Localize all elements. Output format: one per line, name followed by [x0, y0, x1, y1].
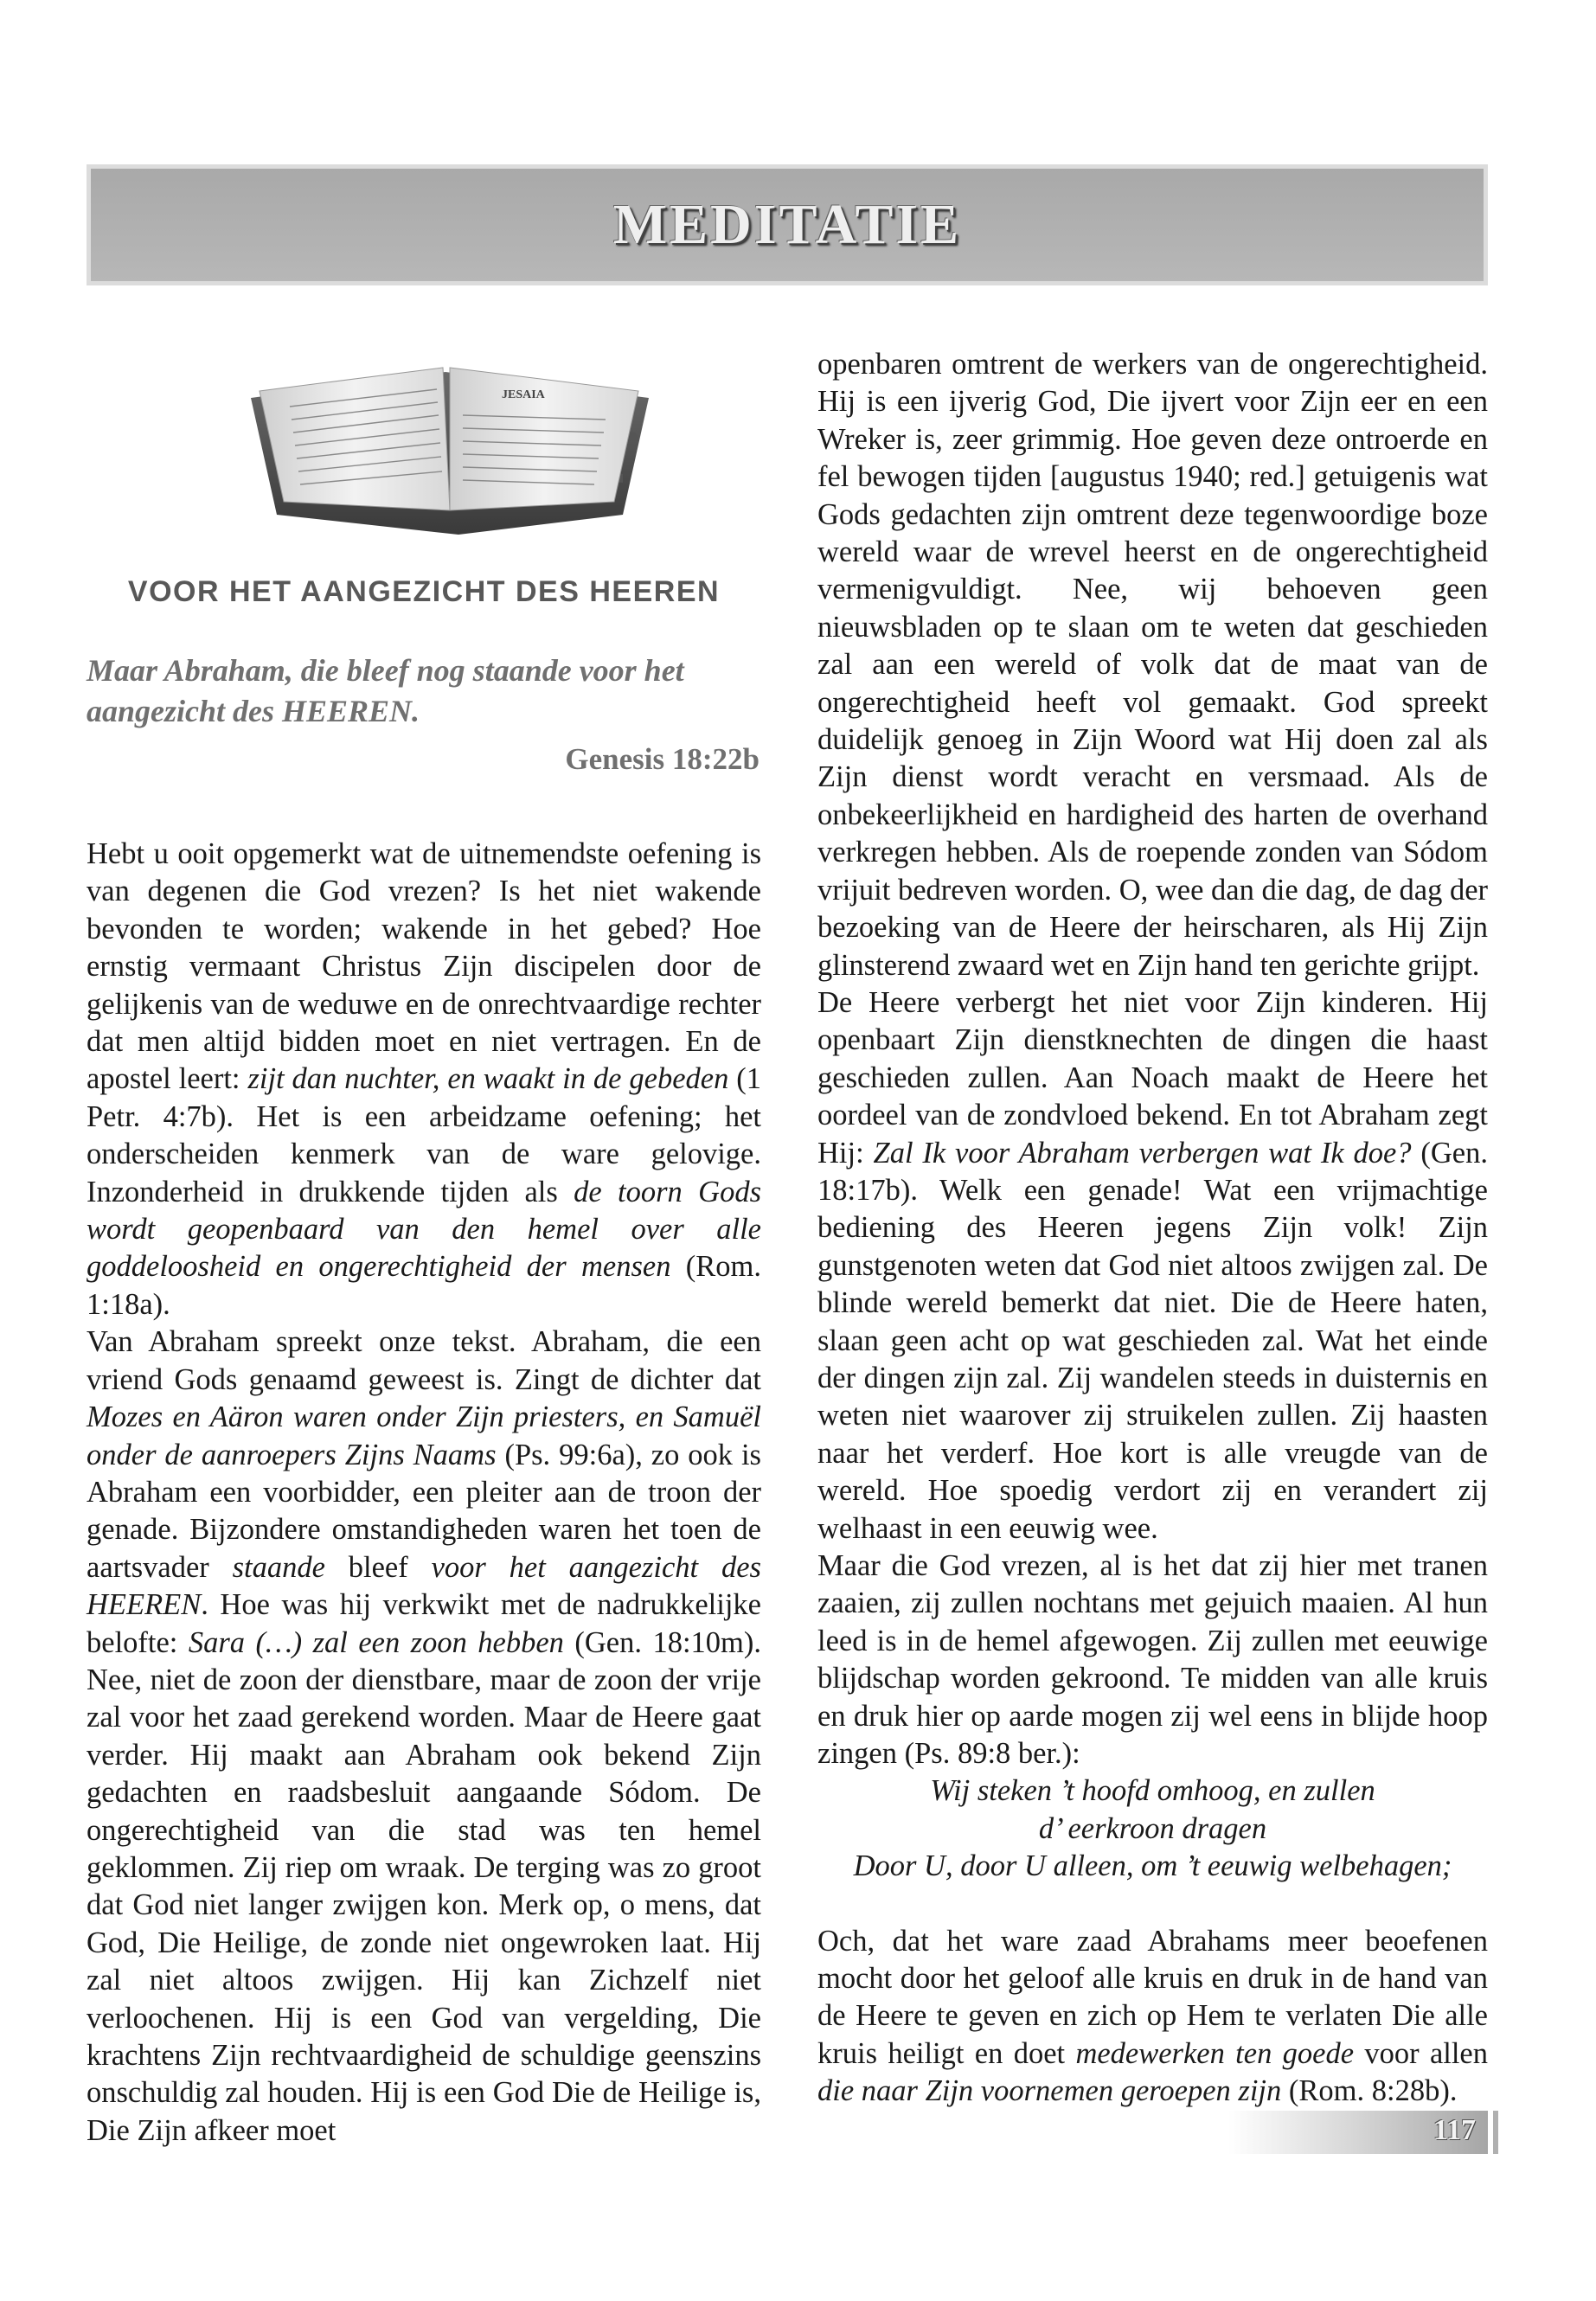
- page-number: 117: [1433, 2114, 1476, 2146]
- italic-quote: Mozes en Aäron waren onder Zijn priesters, en Samuël onder de aanroepers Zijns Naams: [87, 1400, 761, 1471]
- text-run: Och, dat het ware zaad Abrahams meer beoefenen mocht door het geloof alle kruis en druk in de hand van de Heere te geven en zich op Hem te verlaten Die alle kruis heiligt en doet: [817, 1924, 1488, 2070]
- bible-page-heading: JESAIA: [502, 388, 545, 401]
- italic-quote: die naar Zijn voornemen geroepen zijn: [817, 2074, 1282, 2108]
- text-run: De Heere verbergt het niet voor Zijn kinderen. Hij openbaart Zijn dienstknechten de dingen die haast geschieden zullen. Aan Noach maakt de Heere het oordeel van de zondvloed bekend. En tot Abraham zegt Hij:: [817, 985, 1488, 1170]
- italic-quote: Zal Ik voor Abraham verbergen wat Ik doe?: [873, 1136, 1412, 1170]
- text-run: (Ps. 99:6a), zo ook is Abraham een voorbidder, een pleiter aan de troon der genade. Bijzondere omstandigheden waren het toen de aartsvader: [87, 1438, 761, 1584]
- left-column: [87, 836, 761, 2150]
- italic-quote: de toorn Gods wordt geopenbaard van den hemel over alle goddeloosheid en ongerechtigheid der mensen: [87, 1175, 761, 1284]
- text-run: . Hoe was hij verkwikt met de nadrukkelijke belofte:: [87, 1588, 761, 1659]
- italic-quote: zijt dan nuchter, en waakt in de gebeden: [247, 1062, 729, 1096]
- text-run: (Rom. 8:28b).: [1281, 2074, 1458, 2108]
- paragraph: [87, 1324, 761, 2150]
- closing-paragraph: [817, 1923, 1488, 2111]
- article-heading: VOOR HET AANGEZICHT DES HEEREN: [127, 575, 721, 608]
- motto-reference: Genesis 18:22b: [565, 742, 760, 776]
- text-run: (Gen. 18:17b). Welk een genade! Wat een vrijmachtige bediening des Heeren jegens Zijn volk! Zijn gunstgenoten weten dat God niet altoos zwijgen zal. De blinde wereld bemerkt dat niet. Die de Heere haten, slaan geen acht op wat geschieden zal. Wat het einde der dingen zijn zal. Zij wandelen steeds in duisternis en weten niet waarover zij struikelen zullen. Zij haasten naar het verderf. Hoe kort is alle vreugde van de wereld. Hoe spoedig verdort zij en verandert zij welhaast in een eeuwig wee.: [817, 1136, 1488, 1545]
- text-run: (Gen. 18:10m). Nee, niet de zoon der dienstbare, maar de zoon der vrije zal voor het zaad gerekend worden. Maar de Heere gaat verder. Hij maakt aan Abraham ook bekend Zijn gedachten en raadsbesluit aangaande Sódom. De ongerechtigheid van die stad was ten hemel geklommen. Zij riep om wraak. De terging was zo groot dat God niet langer zwijgen kon. Merk op, o mens, dat God, Die Heilige, de zonde niet ongewroken laat. Hij zal niet altoos zwijgen. Hij kan Zichzelf niet verloochenen. Hij is een God van vergelding, Die krachtens Zijn rechtvaardigheid de schuldige geenszins onschuldig zal houden. Hij is een God Die de Heilige is, Die Zijn afkeer moet: [87, 1625, 761, 2147]
- section-banner: [87, 164, 1488, 285]
- verse-line: d’ eerkroon dragen: [1038, 1811, 1267, 1845]
- text-run: (1 Petr. 4:7b). Het is een arbeidzame oefening; het onderscheiden kenmerk van de ware gelovige. Inzonderheid in drukkende tijden als: [87, 1062, 761, 1208]
- verse-line: Wij steken ’t hoofd omhoog, en zullen: [930, 1774, 1375, 1808]
- italic-quote: staande: [232, 1550, 325, 1584]
- motto-text: Maar Abraham, die bleef nog staande voor het aangezicht des HEEREN.: [87, 653, 684, 728]
- page-bar-tick: [1493, 2111, 1498, 2154]
- verse-block: [817, 1772, 1488, 1885]
- page-number-bar: [1228, 2111, 1488, 2154]
- right-column: [817, 346, 1488, 2111]
- section-title: MEDITATIE: [612, 193, 962, 256]
- italic-quote: voor het aangezicht des HEEREN: [87, 1550, 761, 1622]
- text-run: Maar die God vrezen, al is het dat zij hier met tranen zaaien, zij zullen nochtans met gejuich maaien. Al hun leed is in de hemel afgewogen. Zij zullen met eeuwige blijdschap worden gekroond. Te midden van alle kruis en druk hier op aarde mogen zij wel eens in blijde hoop zingen (Ps. 89:8 ber.):: [817, 1549, 1488, 1771]
- open-bible-image: [242, 337, 657, 549]
- paragraph: [817, 1548, 1488, 1772]
- text-run: (Rom. 1:18a).: [87, 1250, 761, 1321]
- paragraph: [87, 836, 761, 1324]
- paragraph: [817, 346, 1488, 984]
- paragraph: [817, 984, 1488, 1548]
- text-run: Hebt u ooit opgemerkt wat de uitnemendste oefening is van degenen die God vrezen? Is het niet wakende bevonden te worden; wakende in het gebed? Hoe ernstig vermaant Christus Zijn discipelen door de gelijkenis van de weduwe en de onrechtvaardige rechter dat men altijd bidden moet en niet vertragen. En de apostel leert:: [87, 837, 761, 1096]
- italic-quote: Sara (…) zal een zoon hebben: [188, 1625, 564, 1659]
- text-run: voor allen: [1354, 2036, 1488, 2070]
- text-run: bleef: [324, 1550, 432, 1584]
- text-run: Van Abraham spreekt onze tekst. Abraham, die een vriend Gods genaamd geweest is. Zingt de dichter dat: [87, 1325, 761, 1396]
- italic-quote: medewerken ten goede: [1075, 2036, 1355, 2070]
- text-run: openbaren omtrent de werkers van de ongerechtigheid. Hij is een ijverig God, Die ijvert voor Zijn eer en een Wreker is, zeer grimmig. Hoe geven deze ontroerde en fel bewogen tijden [augustus 1940; red.] getuigenis wat Gods gedachten zijn omtrent deze tegenwoordige boze wereld waar de wrevel heerst en de ongerechtigheid vermenigvuldigt. Nee, wij behoeven geen nieuwsbladen op te slaan om te weten dat geschieden zal aan een wereld of volk dat de maat van de ongerechtigheid heeft vol gemaakt. God spreekt duidelijk genoeg in Zijn Woord wat Hij doen zal als Zijn dienst wordt veracht en versmaad. Als de onbekeerlijkheid en hardigheid des harten de overhand verkregen hebben. Als de roepende zonden van Sódom vrijuit bedreven worden. O, wee dan die dag, de dag der bezoeking van de Heere der heirscharen, als Hij Zijn glinsterend zwaard wet en Zijn hand ten gerichte grijpt.: [817, 348, 1489, 982]
- verse-line: Door U, door U alleen, om ’t eeuwig welbehagen;: [853, 1849, 1452, 1883]
